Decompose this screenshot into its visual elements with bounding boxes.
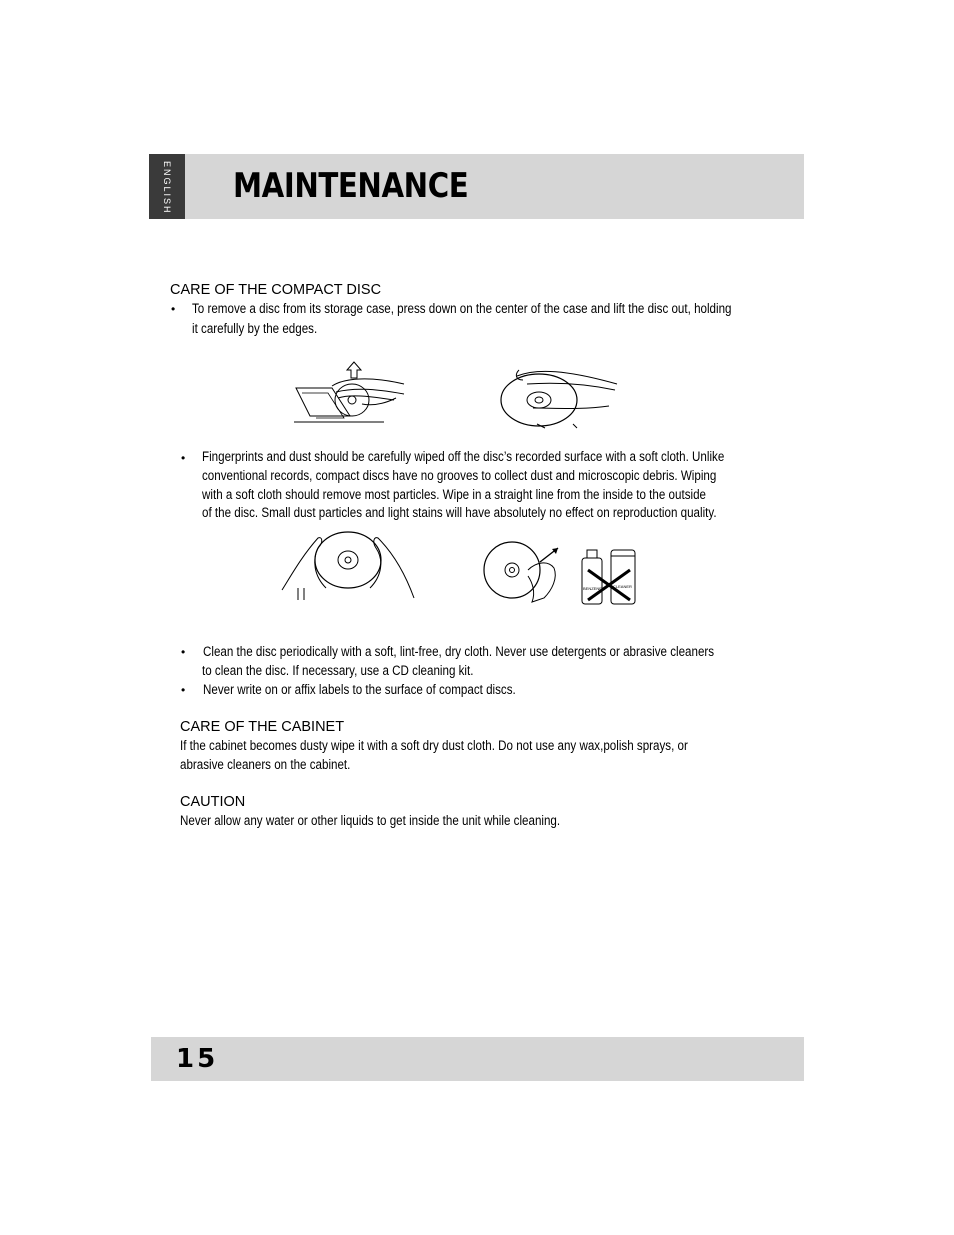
wipe-disc-illustration <box>482 538 642 608</box>
caution-text: Never allow any water or other liquids to get inside the unit while cleaning. <box>180 813 561 828</box>
bullet-text-4: Never write on or affix labels to the surface of compact discs. <box>203 682 516 697</box>
cabinet-text-1: If the cabinet becomes dusty wipe it with a soft dry dust cloth. Do not use any wax,polish sprays, or <box>180 738 688 753</box>
page-title: MAINTENANCE <box>233 166 469 206</box>
bullet-text-2c: with a soft cloth should remove most particles. Wipe in a straight line from the inside to the outside <box>202 487 706 502</box>
page-number: 15 <box>176 1044 219 1074</box>
bullet-text-2a: Fingerprints and dust should be carefully wiped off the disc’s recorded surface with a soft cloth. Unlike <box>202 449 725 464</box>
footer-bar <box>151 1037 804 1081</box>
can-label: CLEANER <box>613 584 632 589</box>
cabinet-text-2: abrasive cleaners on the cabinet. <box>180 757 351 772</box>
bullet-text-2d: of the disc. Small dust particles and light stains will have absolutely no effect on reproduction quality. <box>202 505 717 520</box>
section-heading-caution: CAUTION <box>180 794 246 810</box>
section-heading-care-disc: CARE OF THE COMPACT DISC <box>170 282 382 298</box>
bottle-label: BENZENE <box>583 586 602 591</box>
bullet-text-3a: Clean the disc periodically with a soft, lint-free, dry cloth. Never use detergents or abrasive cleaners <box>203 644 715 659</box>
hands-holding-disc-illustration <box>278 530 420 604</box>
bullet-text-1a: To remove a disc from its storage case, press down on the center of the case and lift the disc out, holding <box>192 301 732 316</box>
hold-disc-illustration <box>497 362 623 432</box>
bullet-dot: • <box>181 451 186 465</box>
bullet-dot: • <box>181 683 186 697</box>
bullet-dot: • <box>181 645 186 659</box>
bullet-text-3b: to clean the disc. If necessary, use a CD cleaning kit. <box>202 663 474 678</box>
language-tab <box>149 154 185 219</box>
bullet-dot: • <box>171 302 176 316</box>
language-tab-label: ENGLISH <box>162 161 172 215</box>
remove-disc-illustration <box>292 358 414 428</box>
bullet-text-1b: it carefully by the edges. <box>192 321 318 336</box>
section-heading-care-cabinet: CARE OF THE CABINET <box>180 719 345 735</box>
bullet-text-2b: conventional records, compact discs have no grooves to collect dust and microscopic debris. Wiping <box>202 468 717 483</box>
